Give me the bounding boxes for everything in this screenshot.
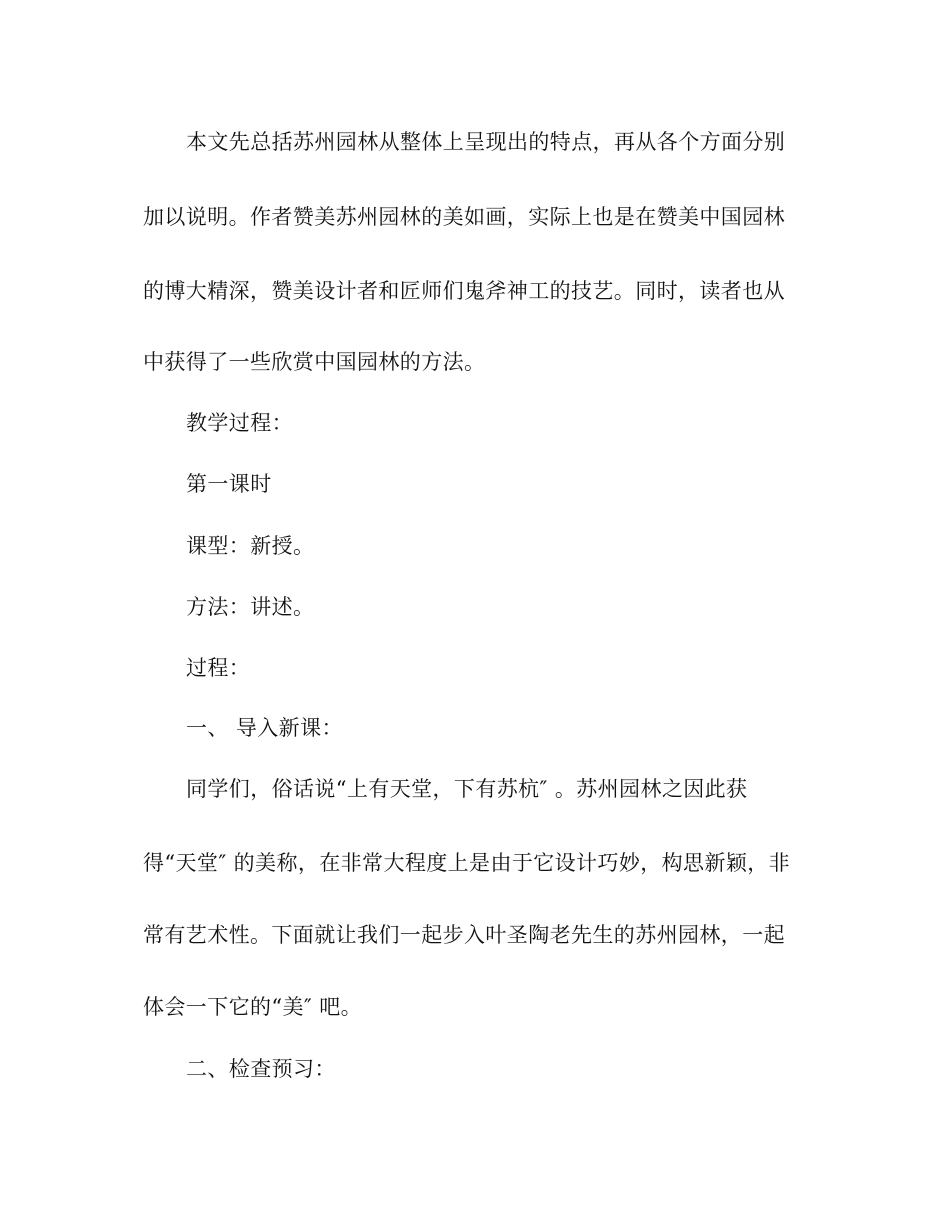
process-heading: 过程：: [186, 656, 251, 680]
paragraph-1-line-4: 中获得了一些欣赏中国园林的方法。: [143, 350, 486, 374]
paragraph-1-line-1: 本文先总括苏州园林从整体上呈现出的特点，再从各个方面分别: [186, 130, 786, 154]
teaching-process-heading: 教学过程：: [186, 411, 293, 435]
method-line: 方法：讲述。: [186, 595, 315, 619]
paragraph-1-line-3: 的博大精深，赞美设计者和匠师们鬼斧神工的技艺。同时，读者也从: [143, 279, 785, 303]
section-2-title: 二、检查预习：: [186, 1057, 336, 1081]
first-lesson-heading: 第一课时: [186, 472, 272, 496]
paragraph-2-line-4: 体会一下它的“美″ 吧。: [143, 995, 363, 1019]
lesson-type-line: 课型：新授。: [186, 534, 315, 558]
paragraph-2-line-2: 得“天堂″ 的美称，在非常大程度上是由于它设计巧妙，构思新颖，非: [143, 851, 791, 875]
paragraph-1-line-2: 加以说明。作者赞美苏州园林的美如画，实际上也是在赞美中国园林: [143, 205, 785, 229]
paragraph-2-line-3: 常有艺术性。下面就让我们一起步入叶圣陶老先生的苏州园林，一起: [143, 923, 785, 947]
section-1-title: 一、 导入新课：: [186, 716, 343, 740]
paragraph-2-line-1: 同学们，俗话说“上有天堂，下有苏杭″ 。苏州园林之因此获: [186, 777, 748, 801]
